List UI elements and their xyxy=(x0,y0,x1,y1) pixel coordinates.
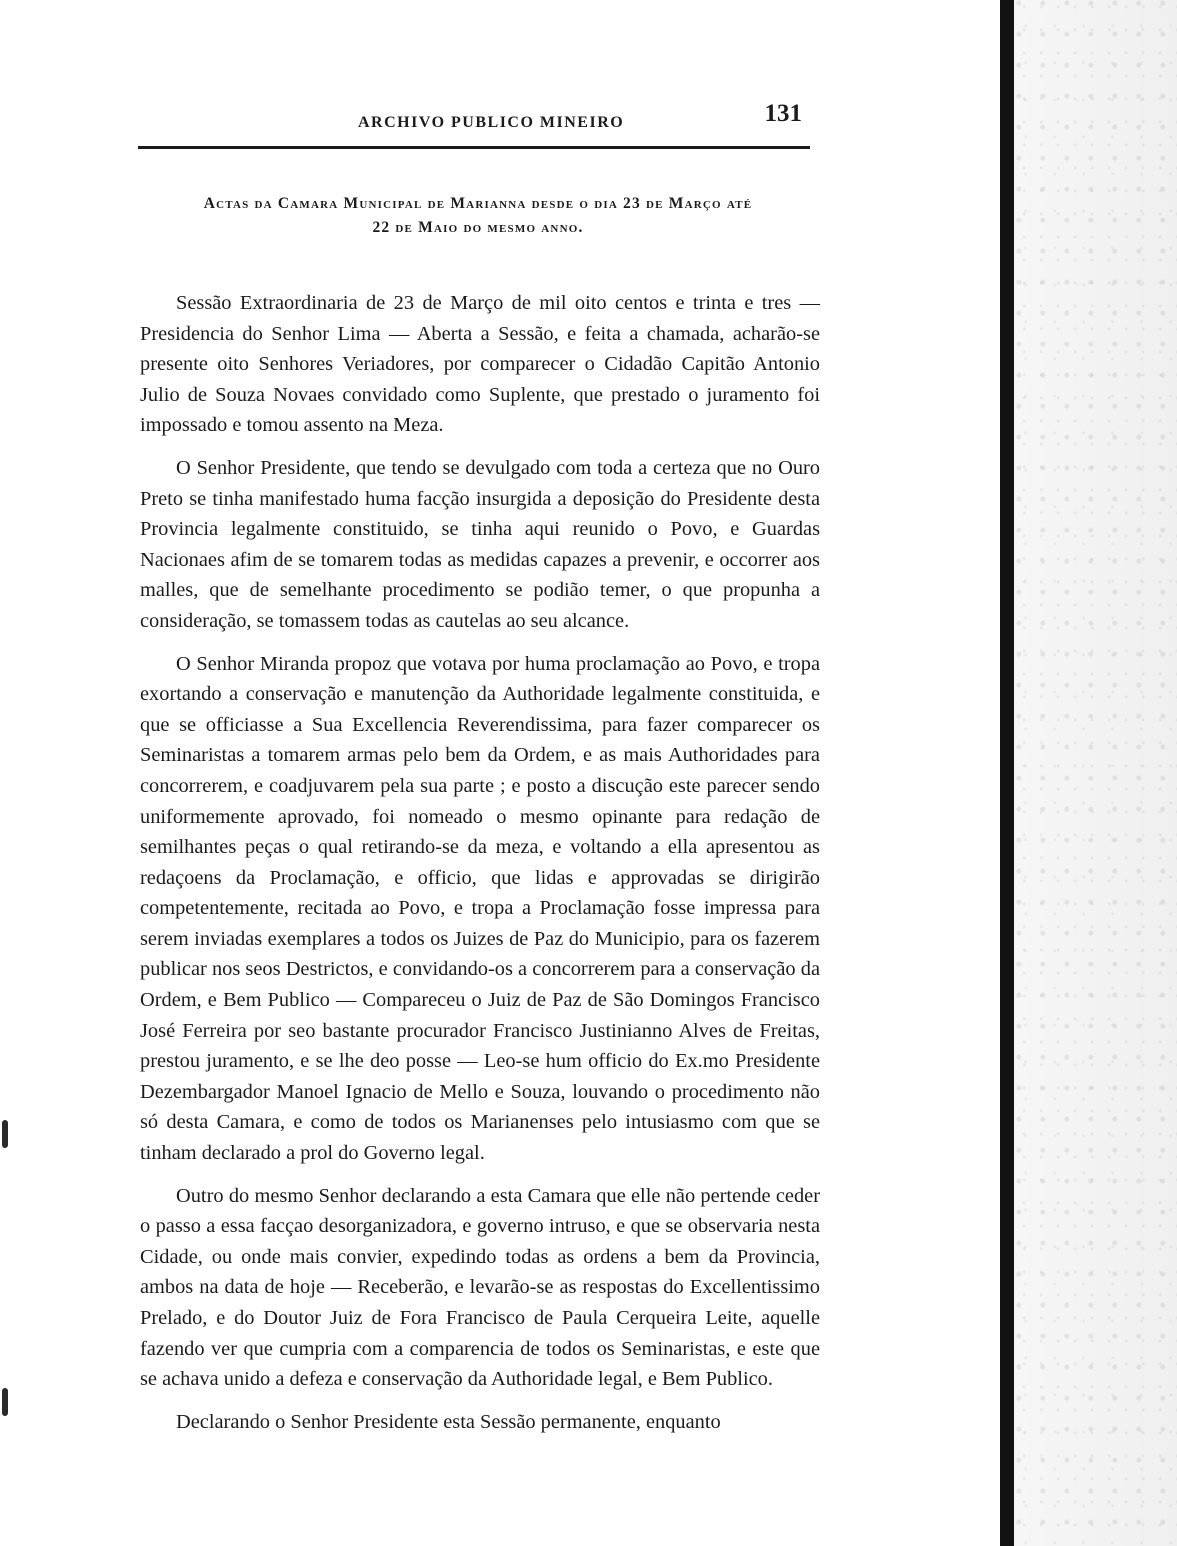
margin-mark xyxy=(2,1388,8,1416)
section-heading-line-2: 22 de Maio do mesmo anno. xyxy=(372,219,584,236)
paragraph-3: O Senhor Miranda propoz que votava por huma proclamação ao Povo, e tropa exortando a conservação e manutenção da Authoridade legalmente constituida, e que se officiasse a Sua Excellencia Reverendissima, para fazer comparecer os Seminaristas a tomarem armas pelo bem da Ordem, e as mais Authoridades para concorrerem, e coadjuvarem pela sua parte ; e posto a discução este parecer sendo uniformemente aprovado, foi nomeado o mesmo opinante para redação de semilhantes peças o qual retirando-se da meza, e voltando a ella apresentou as redaçoens da Proclamação, e officio, que lidas e approvadas se dirigirão competentemente, recitada ao Povo, e tropa a Proclamação fosse impressa para serem inviadas exemplares a todos os Juizes de Paz do Municipio, para os fazerem publicar nos seos Destrictos, e convidando-os a concorrerem para a conservação da Ordem, e Bem Publico — Compareceu o Juiz de Paz de São Domingos Francisco José Ferreira por seo bastante procurador Francisco Justinianno Alves de Freitas, prestou juramento, e se lhe deo posse — Leo-se hum officio do Ex.mo Presidente Dezembargador Manoel Ignacio de Mello e Souza, louvando o procedimento não só desta Camara, e como de todos os Marianenses pelo intusiasmo com que se tinham declarado a prol do Governo legal. xyxy=(140,652,820,1165)
paragraph-1: Sessão Extraordinaria de 23 de Março de mil oito centos e trinta e tres — Presidencia do Senhor Lima — Aberta a Sessão, e feita a chamada, acharão-se presente oito Senhores Veriadores, por comparecer o Cidadão Capitão Antonio Julio de Souza Novaes convidado como Suplente, que prestado o juramento foi impossado e tomou assento na Meza. xyxy=(140,292,820,437)
section-heading-line-1: Actas da Camara Municipal de Marianna desde o dia 23 de Março até xyxy=(203,195,753,212)
margin-mark xyxy=(2,1120,8,1148)
paper-texture xyxy=(1014,0,1177,1546)
paragraph-4: Outro do mesmo Senhor declarando a esta Camara que elle não pertende ceder o passo a essa facçao desorganizadora, e governo intruso, e que se observaria nesta Cidade, ou onde mais convier, expedindo todas as ordens a bem da Provincia, ambos na data de hoje — Receberão, e levarão-se as respostas do Excellentissimo Prelado, e do Doutor Juiz de Fora Francisco de Paula Cerqueira Leite, aquelle fazendo ver que cumpria com a comparencia de todos os Seminaristas, e este que se achava unido a defeza e conservação da Authoridade legal, e Bem Publico. xyxy=(140,1184,820,1391)
body-text xyxy=(140,288,820,1449)
running-head xyxy=(138,100,810,140)
header-title: ARCHIVO PUBLICO MINEIRO xyxy=(358,114,625,131)
paragraph-cut: Declarando o Senhor Presidente esta Sessão permanente, enquanto xyxy=(176,1410,721,1433)
paragraph-2: O Senhor Presidente, que tendo se devulgado com toda a certeza que no Ouro Preto se tinha manifestado huma facção insurgida a deposição do Presidente desta Provincia legalmente constituido, se tinha aqui reunido o Povo, e Guardas Nacionaes afim de se tomarem todas as medidas capazes a prevenir, e occorrer aos malles, que de semelhante procedimento se podião temer, o que propunha a consideração, se tomassem todas as cautelas ao seu alcance. xyxy=(140,456,820,632)
page-number: 131 xyxy=(764,100,802,127)
header-rule xyxy=(138,146,810,149)
section-heading xyxy=(138,192,818,240)
